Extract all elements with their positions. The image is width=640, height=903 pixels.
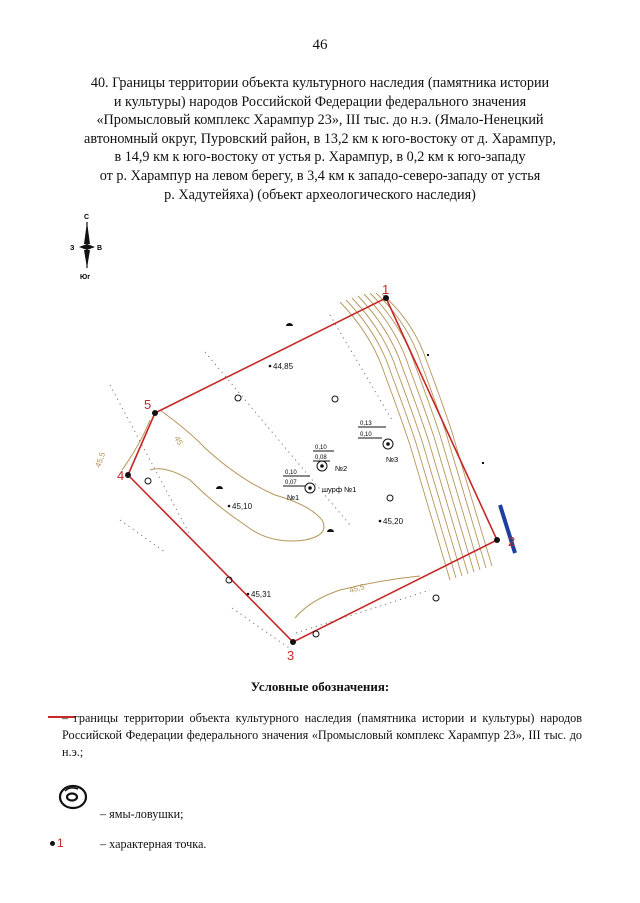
point-label: 5 — [144, 397, 152, 412]
pit-label: №2 — [335, 464, 348, 473]
title-line: «Промысловый комплекс Харампур 23», III тыс. до н.э. (Ямало-Ненецкий — [96, 112, 544, 129]
compass-n-label: С — [84, 214, 90, 221]
title-line: автономный округ, Пуровский район, в 13,2 км к юго-востоку от д. Харампур, — [84, 130, 556, 147]
point-marker — [290, 639, 296, 645]
trap-pits — [283, 421, 398, 502]
legend-boundary-text: – границы территории объекта культурного наследия (памятника истории и культуры) народов Российской Федерации федерального значения «Промысловый комплекс Харампур 23», III тыс. до н.э.; — [62, 711, 582, 759]
legend-point-text: – характерная точка. — [100, 837, 207, 851]
tree-icon — [216, 486, 223, 489]
tree-icon — [327, 529, 334, 532]
pit-depth: 0,08 — [315, 455, 327, 461]
point-legend-dot-icon — [50, 841, 55, 846]
trap-pit-icon — [308, 486, 312, 490]
point-label: 4 — [117, 468, 125, 483]
elevation-label: 45,20 — [383, 517, 404, 526]
contour-line — [122, 420, 150, 470]
elevation-dot — [269, 365, 272, 368]
elevation-label: 44,85 — [273, 362, 294, 371]
contour-label: 45,5 — [348, 582, 366, 595]
compass-east-arrow-icon — [87, 244, 95, 250]
pit-depth: 0,10 — [360, 432, 372, 438]
contour-line — [295, 576, 420, 618]
pit-depth: 0,07 — [285, 480, 297, 486]
bank-line — [346, 300, 456, 578]
point-label: 2 — [508, 534, 516, 549]
point-label: 1 — [382, 282, 390, 297]
bank-line — [376, 293, 486, 568]
compass-s-label: Юг — [80, 274, 91, 281]
point-marker — [494, 537, 500, 543]
tree-icon — [482, 462, 484, 464]
compass-rose — [70, 214, 102, 281]
elevation-dot — [379, 520, 382, 523]
trap-pit-legend-icon — [56, 780, 90, 814]
contour-label: 45 — [172, 434, 185, 447]
legend-title: Условные обозначения: — [250, 679, 390, 694]
pit-label: №3 — [386, 455, 399, 464]
pit-circle — [313, 631, 319, 637]
compass-w-label: З — [70, 245, 75, 252]
title-line: в 14,9 км к юго-востоку от устья р. Харампур, в 0,2 км к юго-западу — [114, 149, 526, 166]
title-line: 40. Границы территории объекта культурного наследия (памятника истории — [90, 75, 550, 91]
dotted-line — [232, 608, 292, 650]
bank-line — [340, 302, 450, 580]
pit-circle — [387, 495, 393, 501]
pit-circle — [433, 595, 439, 601]
elevation-dot — [228, 505, 231, 508]
pit-depth: 0,10 — [315, 445, 327, 451]
compass-west-arrow-icon — [79, 244, 87, 250]
pit-depth: 0,10 — [285, 470, 297, 476]
tree-icon — [286, 323, 293, 326]
trap-pit-icon — [320, 464, 324, 468]
legend-pits-text: – ямы-ловушки; — [100, 807, 184, 821]
compass-north-arrow-icon — [84, 222, 90, 244]
dotted-line — [120, 520, 165, 552]
site-boundary — [128, 298, 497, 642]
elevation-marks — [228, 362, 404, 599]
pit-circle — [145, 478, 151, 484]
pit-circles — [145, 395, 439, 637]
page-number: 46 — [312, 37, 328, 53]
elevation-label: 45,31 — [251, 590, 272, 599]
compass-south-arrow-icon — [84, 250, 90, 268]
elevation-dot — [247, 593, 250, 596]
elevation-label: 45,10 — [232, 502, 253, 511]
title-line: р. Хадутейяха) (объект археологического наследия) — [164, 186, 476, 203]
pit-label: №1 — [287, 493, 300, 502]
title-line: и культуры) народов Российской Федерации федерального значения — [113, 93, 527, 110]
point-marker — [152, 410, 158, 416]
point-marker — [125, 472, 131, 478]
test-pit-label: шурф №1 — [322, 485, 357, 494]
compass-e-label: В — [97, 245, 103, 252]
pit-circle — [332, 396, 338, 402]
trap-pit-icon — [386, 442, 390, 446]
contour-label: 45,5 — [93, 450, 108, 469]
pit-circle — [235, 395, 241, 401]
pit-depth: 0,13 — [360, 421, 372, 427]
characteristic-points — [117, 282, 515, 663]
title-line: от р. Харампур на левом берегу, в 3,4 км к западо-северо-западу от устья — [99, 167, 541, 184]
dotted-line — [296, 590, 430, 633]
legend-point-label: 1 — [57, 836, 64, 850]
tree-icon — [427, 354, 429, 356]
point-label: 3 — [287, 648, 295, 663]
